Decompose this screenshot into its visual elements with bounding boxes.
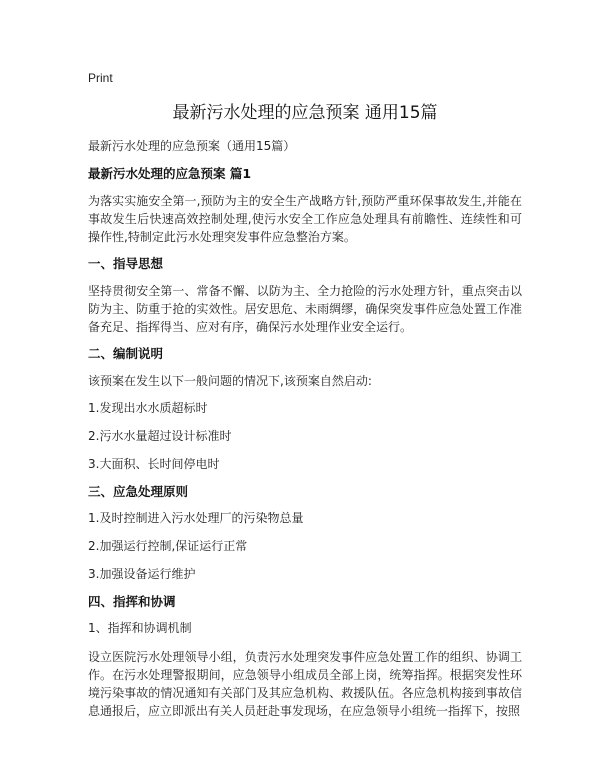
- intro-paragraph: 为落实实施安全第一,预防为主的安全生产战略方针,预防严重环保事故发生,并能在事故发生后快速高效控制处理,使污水安全工作应急处理具有前瞻性、连续性和可操作性,特制定此污水处理突发事件应急整治方案。: [88, 194, 522, 244]
- print-label: Print: [88, 71, 113, 85]
- subsection-heading: 1、指挥和协调机制: [88, 621, 192, 635]
- compilation-notes-paragraph: 该预案在发生以下一般问题的情况下,该预案自然启动:: [88, 374, 372, 388]
- command-coordination-paragraph: 设立医院污水处理领导小组，负责污水处理突发事件应急处置工作的组织、协调工作。在污水处理警报期间，应急领导小组成员全部上岗，统筹指挥。根据突发性环境污染事故的情况通知有关部门及其应急机构、救援队伍。各应急机构接到事故信息通报后，应立即派出有关人员赶赴事发现场，在应急领导小组统一指挥下，按照: [88, 650, 522, 718]
- section-heading-guiding-principle: 一、指导思想: [88, 256, 164, 271]
- list-item: 3.大面积、长时间停电时: [88, 457, 220, 471]
- list-item: 2.污水水量超过设计标准时: [88, 429, 232, 443]
- list-item: 1.及时控制进入污水处理厂的污染物总量: [88, 511, 304, 525]
- part-heading: 最新污水处理的应急预案 篇1: [88, 166, 252, 181]
- section-heading-emergency-principles: 三、应急处理原则: [88, 484, 189, 499]
- list-item: 3.加强设备运行维护: [88, 567, 196, 581]
- document-title: 最新污水处理的应急预案 通用15篇: [172, 103, 438, 123]
- document-subtitle: 最新污水处理的应急预案（通用15篇）: [88, 139, 296, 153]
- section-heading-compilation-notes: 二、编制说明: [88, 346, 164, 361]
- section-heading-command-coordination: 四、指挥和协调: [88, 594, 176, 609]
- list-item: 2.加强运行控制,保证运行正常: [88, 539, 248, 553]
- list-item: 1.发现出水水质超标时: [88, 401, 208, 415]
- guiding-principle-paragraph: 坚持贯彻安全第一、常备不懈、以防为主、全力抢险的污水处理方针，重点突击以防为主、防重于抢的实效性。居安思危、未雨绸缪，确保突发事件应急处置工作准备充足、指挥得当、应对有序，确保污水处理作业安全运行。: [88, 284, 522, 334]
